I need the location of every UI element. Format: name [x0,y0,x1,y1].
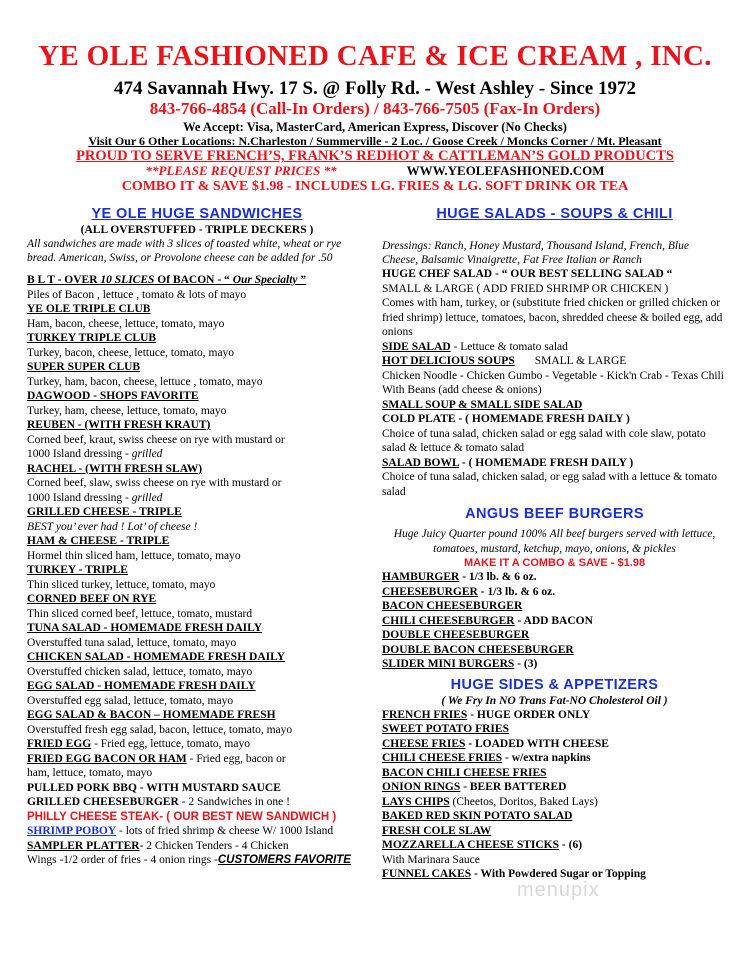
item-desc-2-text: 1000 Island dressing - [27,448,132,460]
sandwiches-column [27,205,367,868]
item-desc: Thin sliced corned beef, lettuce, tomato, mustard [27,607,253,620]
item-name: EGG SALAD & BACON – HOMEMADE FRESH [27,709,276,721]
sandwiches-subtitle: (ALL OVERSTUFFED - TRIPLE DECKERS ) [80,224,314,236]
item-desc: - Fried egg, bacon or [186,752,286,765]
item-name: GRILLED CHEESE - TRIPLE [27,506,182,518]
item-desc-2 [27,853,367,868]
item-desc: Choice of tuna salad, chicken salad or egg salad with cole slaw, potato salad & lettuce & tomato salad [382,427,706,454]
phone-line: 843-766-4854 (Call-In Orders) / 843-766-7505 (Fax-In Orders) [149,99,601,118]
burger-item [382,657,727,672]
item-name: EGG SALAD - HOMEMADE FRESH DAILY [27,680,256,692]
item-desc: Turkey, ham, bacon, cheese, lettuce , tomato, mayo [27,375,263,388]
item-rest: - (3) [514,658,538,670]
item-rest: - 1/3 lb. & 6 oz. [459,571,537,583]
item-name-bacon: Of BACON - “ [154,274,233,286]
item-name: HOT DELICIOUS SOUPS [382,355,515,367]
item-name: CORNED BEEF ON RYE [27,593,157,605]
burgers-desc: Huge Juicy Quarter pound 100% All beef burgers served with lettuce, tomatoes, mustard, ketchup, mayo, onions, & pickles [393,528,716,555]
item-name: SALAD BOWL [382,456,460,469]
item-rest: (Cheetos, Doritos, Baked Lays) [449,795,598,808]
item-name: FRIED EGG [27,738,92,750]
item-name: LAYS CHIPS [382,795,450,808]
item-name: CHEESE FRIES [382,737,466,750]
right-column [382,205,727,882]
item-rest: - w/extra napkins [502,752,591,764]
item-name: BAKED RED SKIN POTATO SALAD [382,810,573,822]
item-desc: BEST you’ ever had ! Lot’ of cheese ! [27,520,198,533]
item-name: FRIED EGG BACON OR HAM [27,752,187,765]
request-prices: **PLEASE REQUEST PRICES ** [145,163,337,178]
item-name: HAM & CHEESE - TRIPLE [27,535,170,547]
website: WWW.YEOLEFASHIONED.COM [406,163,605,178]
burger-item [382,599,727,614]
item-name: YE OLE TRIPLE CLUB [27,303,151,315]
menu-item-side-salad [382,340,727,355]
item-name: DAGWOOD - SHOPS FAVORITE [27,390,199,402]
burger-item [382,570,727,585]
side-item [382,795,727,810]
item-desc: Piles of Bacon , lettuce , tomato & lots of mayo [27,288,247,301]
burgers-title: ANGUS BEEF BURGERS [465,506,644,522]
item-rest: - BEER BATTERED [460,781,567,793]
item-name-end: ” [297,274,307,286]
item-rest: - (6) [559,839,583,851]
item-name: BACON CHILI CHEESE FRIES [382,766,547,779]
payment-line: We Accept: Visa, MasterCard, American Express, Discover (No Checks) [183,120,567,134]
item-name: ONION RINGS [382,781,461,793]
menupix-watermark: menupix [517,879,600,901]
item-desc: - Lettuce & tomato salad [450,340,568,353]
item-name: SHRIMP POBOY [27,825,117,837]
item-desc: Choice of tuna salad, chicken salad, or egg salad with a lettuce & tomato salad [382,471,717,498]
item-name: SAMPLER PLATTER [27,839,140,852]
item-desc: Thin sliced turkey, lettuce, tomato, mayo [27,578,216,591]
item-name-philly: PHILLY CHEESE STEAK- ( OUR BEST NEW SANDWICH ) [27,810,337,823]
request-line [0,163,750,179]
side-item [382,824,727,839]
customers-favorite: CUSTOMERS FAVORITE [217,854,351,866]
menu-item-shrimp-poboy [27,824,367,839]
item-desc: Overstuffed fresh egg salad, bacon, lettuce, tomato, mayo [27,723,293,736]
side-item [382,751,727,766]
item-name: TURKEY - TRIPLE [27,564,128,576]
item-rest: - 1/3 lb. & 6 oz. [477,585,556,598]
item-desc: Hormel thin sliced ham, lettuce, tomato, mayo [27,549,241,562]
side-item [382,780,727,795]
item-desc: Corned beef, kraut, swiss cheese on rye with mustard or [27,433,285,446]
item-rest: - LOADED WITH CHEESE [465,737,609,750]
dressings-note: Dressings: Ranch, Honey Mustard, Thousand Island, French, Blue Cheese, Balsamic Vinaigrette, Fat Free Italian or Ranch [382,240,689,266]
item-size: SMALL & LARGE ( ADD FRIED SHRIMP OR CHICKEN ) [382,282,669,295]
item-desc: - Fried egg, lettuce, tomato, mayo [91,738,250,750]
item-name: GRILLED CHEESEBURGER [27,796,179,808]
item-name: REUBEN - (WITH FRESH KRAUT) [27,419,211,431]
item-name-small-soup: SMALL SOUP & SMALL SIDE SALAD [382,398,583,411]
sides-title: HUGE SIDES & APPETIZERS [450,676,659,693]
item-name: FRESH COLE SLAW [382,824,492,837]
item-name: TUNA SALAD - HOMEMADE FRESH DAILY [27,622,263,634]
salads-title: HUGE SALADS - SOUPS & CHILI [436,206,673,222]
burgers-combo: MAKE IT A COMBO & SAVE - $1.98 [463,557,646,569]
side-item [382,766,727,781]
item-desc-2 [27,447,367,462]
item-name: BACON CHEESEBURGER [382,600,523,612]
item-name-specialty: Our Specialty [232,274,298,286]
item-name: MOZZARELLA CHEESE STICKS [382,839,560,851]
item-name: SLIDER MINI BURGERS [382,658,515,670]
item-desc-2-text: 1000 Island dressing - [27,491,132,504]
item-name: FRENCH FRIES [382,708,468,721]
item-desc: Ham, bacon, cheese, lettuce, tomato, mayo [27,317,225,330]
restaurant-title: YE OLE FASHIONED CAFE & ICE CREAM , INC. [38,40,712,72]
address-line: 474 Savannah Hwy. 17 S. @ Folly Rd. - West Ashley - Since 1972 [114,78,636,99]
item-desc-2 [27,491,367,506]
item-name-rest: - ( HOMEMADE FRESH DAILY ) [459,456,634,469]
item-name: CHICKEN SALAD - HOMEMADE FRESH DAILY [27,651,286,663]
item-desc: Comes with ham, turkey, or (substitute fried chicken or grilled chicken or fried shrimp) lettuce, tomatoes, bacon, shredded cheese & boiled egg, add onions [382,297,723,338]
item-desc: Corned beef, slaw, swiss cheese on rye with mustard or [27,477,282,489]
item-desc: Turkey, bacon, cheese, lettuce, tomato, mayo [27,346,235,359]
item-name: CHEESEBURGER [382,585,478,598]
item-rest: - With Powdered Sugar or Topping [471,868,646,880]
item-desc: With Marinara Sauce [382,853,480,866]
sides-note: ( We Fry In NO Trans Fat-NO Cholesterol Oil ) [441,694,668,707]
item-rest: - HUGE ORDER ONLY [467,708,591,721]
side-item [382,722,727,737]
item-name: DOUBLE BACON CHEESEBURGER [382,643,574,656]
menu-item-salad-bowl [382,456,727,471]
menu-item-fried-egg-bacon [27,752,367,767]
item-desc: Overstuffed egg salad, lettuce, tomato, mayo [27,694,234,707]
sandwiches-title: YE OLE HUGE SANDWICHES [91,206,303,222]
sandwiches-note: All sandwiches are made with 3 slices of toasted white, wheat or rye bread. American, Swiss, or Provolone cheese can be added for .50 [27,238,342,264]
burger-item [382,643,727,658]
burger-item [382,585,727,600]
item-name: HAMBURGER [382,571,460,583]
item-name: DOUBLE CHEESEBURGER [382,629,530,641]
menu-item-grilled-cheeseburger [27,795,367,810]
item-size: SMALL & LARGE [534,355,627,367]
combo-line: COMBO IT & SAVE $1.98 - INCLUDES LG. FRIES & LG. SOFT DRINK OR TEA [121,179,629,194]
menu-item-fried-egg [27,737,367,752]
side-item [382,838,727,853]
item-desc-2-text: Wings -1/2 order of fries - 4 onion rings - [27,854,218,866]
burger-item [382,628,727,643]
item-name-chef-salad: HUGE CHEF SALAD - “ OUR BEST SELLING SALAD “ [382,268,673,280]
burger-item [382,614,727,629]
item-desc-2: ham, lettuce, tomato, mayo [27,767,153,779]
item-name: RACHEL - (WITH FRESH SLAW) [27,462,203,475]
menu-item-blt [27,273,367,288]
item-desc: Chicken Noodle - Chicken Gumbo - Vegetable - Kick'n Crab - Texas Chili With Beans (add cheese & onions) [382,369,724,396]
item-desc-2-grilled: grilled [131,491,163,504]
proud-line: PROUD TO SERVE FRENCH’S, FRANK’S REDHOT & CATTLEMAN’S GOLD PRODUCTS [76,148,674,164]
item-name: TURKEY TRIPLE CLUB [27,332,157,344]
item-desc: Overstuffed chicken salad, lettuce, tomato, mayo [27,665,253,678]
menu-item-sampler [27,839,367,854]
item-name-pulled-pork: PULLED PORK BBQ - WITH MUSTARD SAUCE [27,781,281,794]
side-item [382,708,727,723]
item-desc-2-grilled: grilled [131,448,163,460]
item-desc: - 2 Chicken Tenders - 4 Chicken [139,839,289,852]
item-name: SWEET POTATO FRIES [382,723,509,735]
menu-item-soups [382,354,727,369]
item-name: CHILI CHEESEBURGER [382,614,515,627]
item-name: CHILI CHEESE FRIES [382,752,503,764]
side-item [382,737,727,752]
item-name: SIDE SALAD [382,340,451,353]
side-item [382,809,727,824]
item-name: FUNNEL CAKES [382,868,472,880]
item-name: SUPER SUPER CLUB [27,361,141,373]
item-name: B L T - OVER [27,274,101,286]
item-rest: - ADD BACON [514,614,593,627]
item-desc: Overstuffed tuna salad, lettuce, tomato, mayo [27,636,237,649]
item-name-cold-plate: COLD PLATE - ( HOMEMADE FRESH DAILY ) [382,413,630,425]
item-desc: - lots of fried shrimp & cheese W/ 1000 Island [116,825,334,837]
locations-line: Visit Our 6 Other Locations: N.Charleston / Summerville - 2 Loc. / Goose Creek / Moncks Corner / Mt. Pleasant [88,134,662,148]
item-desc: Turkey, ham, cheese, lettuce, tomato, mayo [27,404,227,417]
item-desc: - 2 Sandwiches in one ! [178,796,290,808]
item-name-slices: 10 SLICES [100,274,155,286]
